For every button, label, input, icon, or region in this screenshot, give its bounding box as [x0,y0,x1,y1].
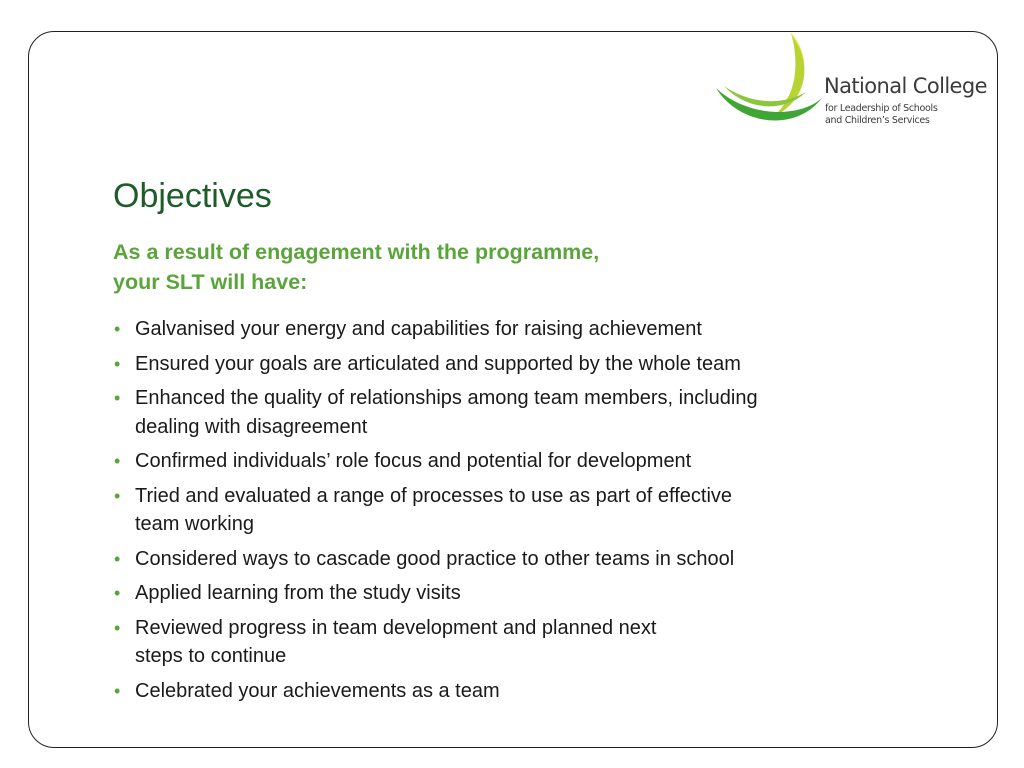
list-item-text: • Ensured your goals are articulated and supported by the whole team [135,352,741,375]
subtitle-line: As a result of engagement with the programme, [113,240,600,264]
logo-tagline [825,103,995,127]
list-item-text: • Celebrated your achievements as a team [135,679,500,702]
list-item [113,614,903,671]
slide-title: Objectives [113,177,272,215]
list-item-text: • Reviewed progress in team development and planned next [135,616,657,639]
list-item-text-continued: steps to continue [135,645,287,667]
list-item [113,677,903,706]
slide-subtitle [113,237,813,297]
logo-tagline-line: and Children’s Services [825,115,930,126]
list-item-text: • Considered ways to cascade good practice to other teams in school [135,547,735,570]
list-item [113,315,903,344]
list-item [113,579,903,608]
list-item [113,545,903,574]
logo-tagline-line: for Leadership of Schools [825,103,938,114]
list-item [113,447,903,476]
swoosh-logo-icon [714,30,826,130]
list-item-text-continued: dealing with disagreement [135,415,368,438]
list-item-text: • Confirmed individuals’ role focus and potential for development [135,450,692,472]
list-item-text: • Tried and evaluated a range of processes to use as part of effective [135,484,733,507]
list-item-text: • Applied learning from the study visits [135,582,461,604]
logo [714,30,1004,130]
logo-name: National College [824,74,987,98]
list-item [113,482,903,539]
subtitle-line: your SLT will have: [113,270,308,294]
objectives-list [113,315,903,711]
list-item [113,350,903,379]
list-item-text: • Galvanised your energy and capabilities for raising achievement [135,318,702,340]
list-item [113,384,903,441]
list-item-text: • Enhanced the quality of relationships among team members, including [135,387,758,409]
list-item-text-continued: team working [135,513,254,535]
